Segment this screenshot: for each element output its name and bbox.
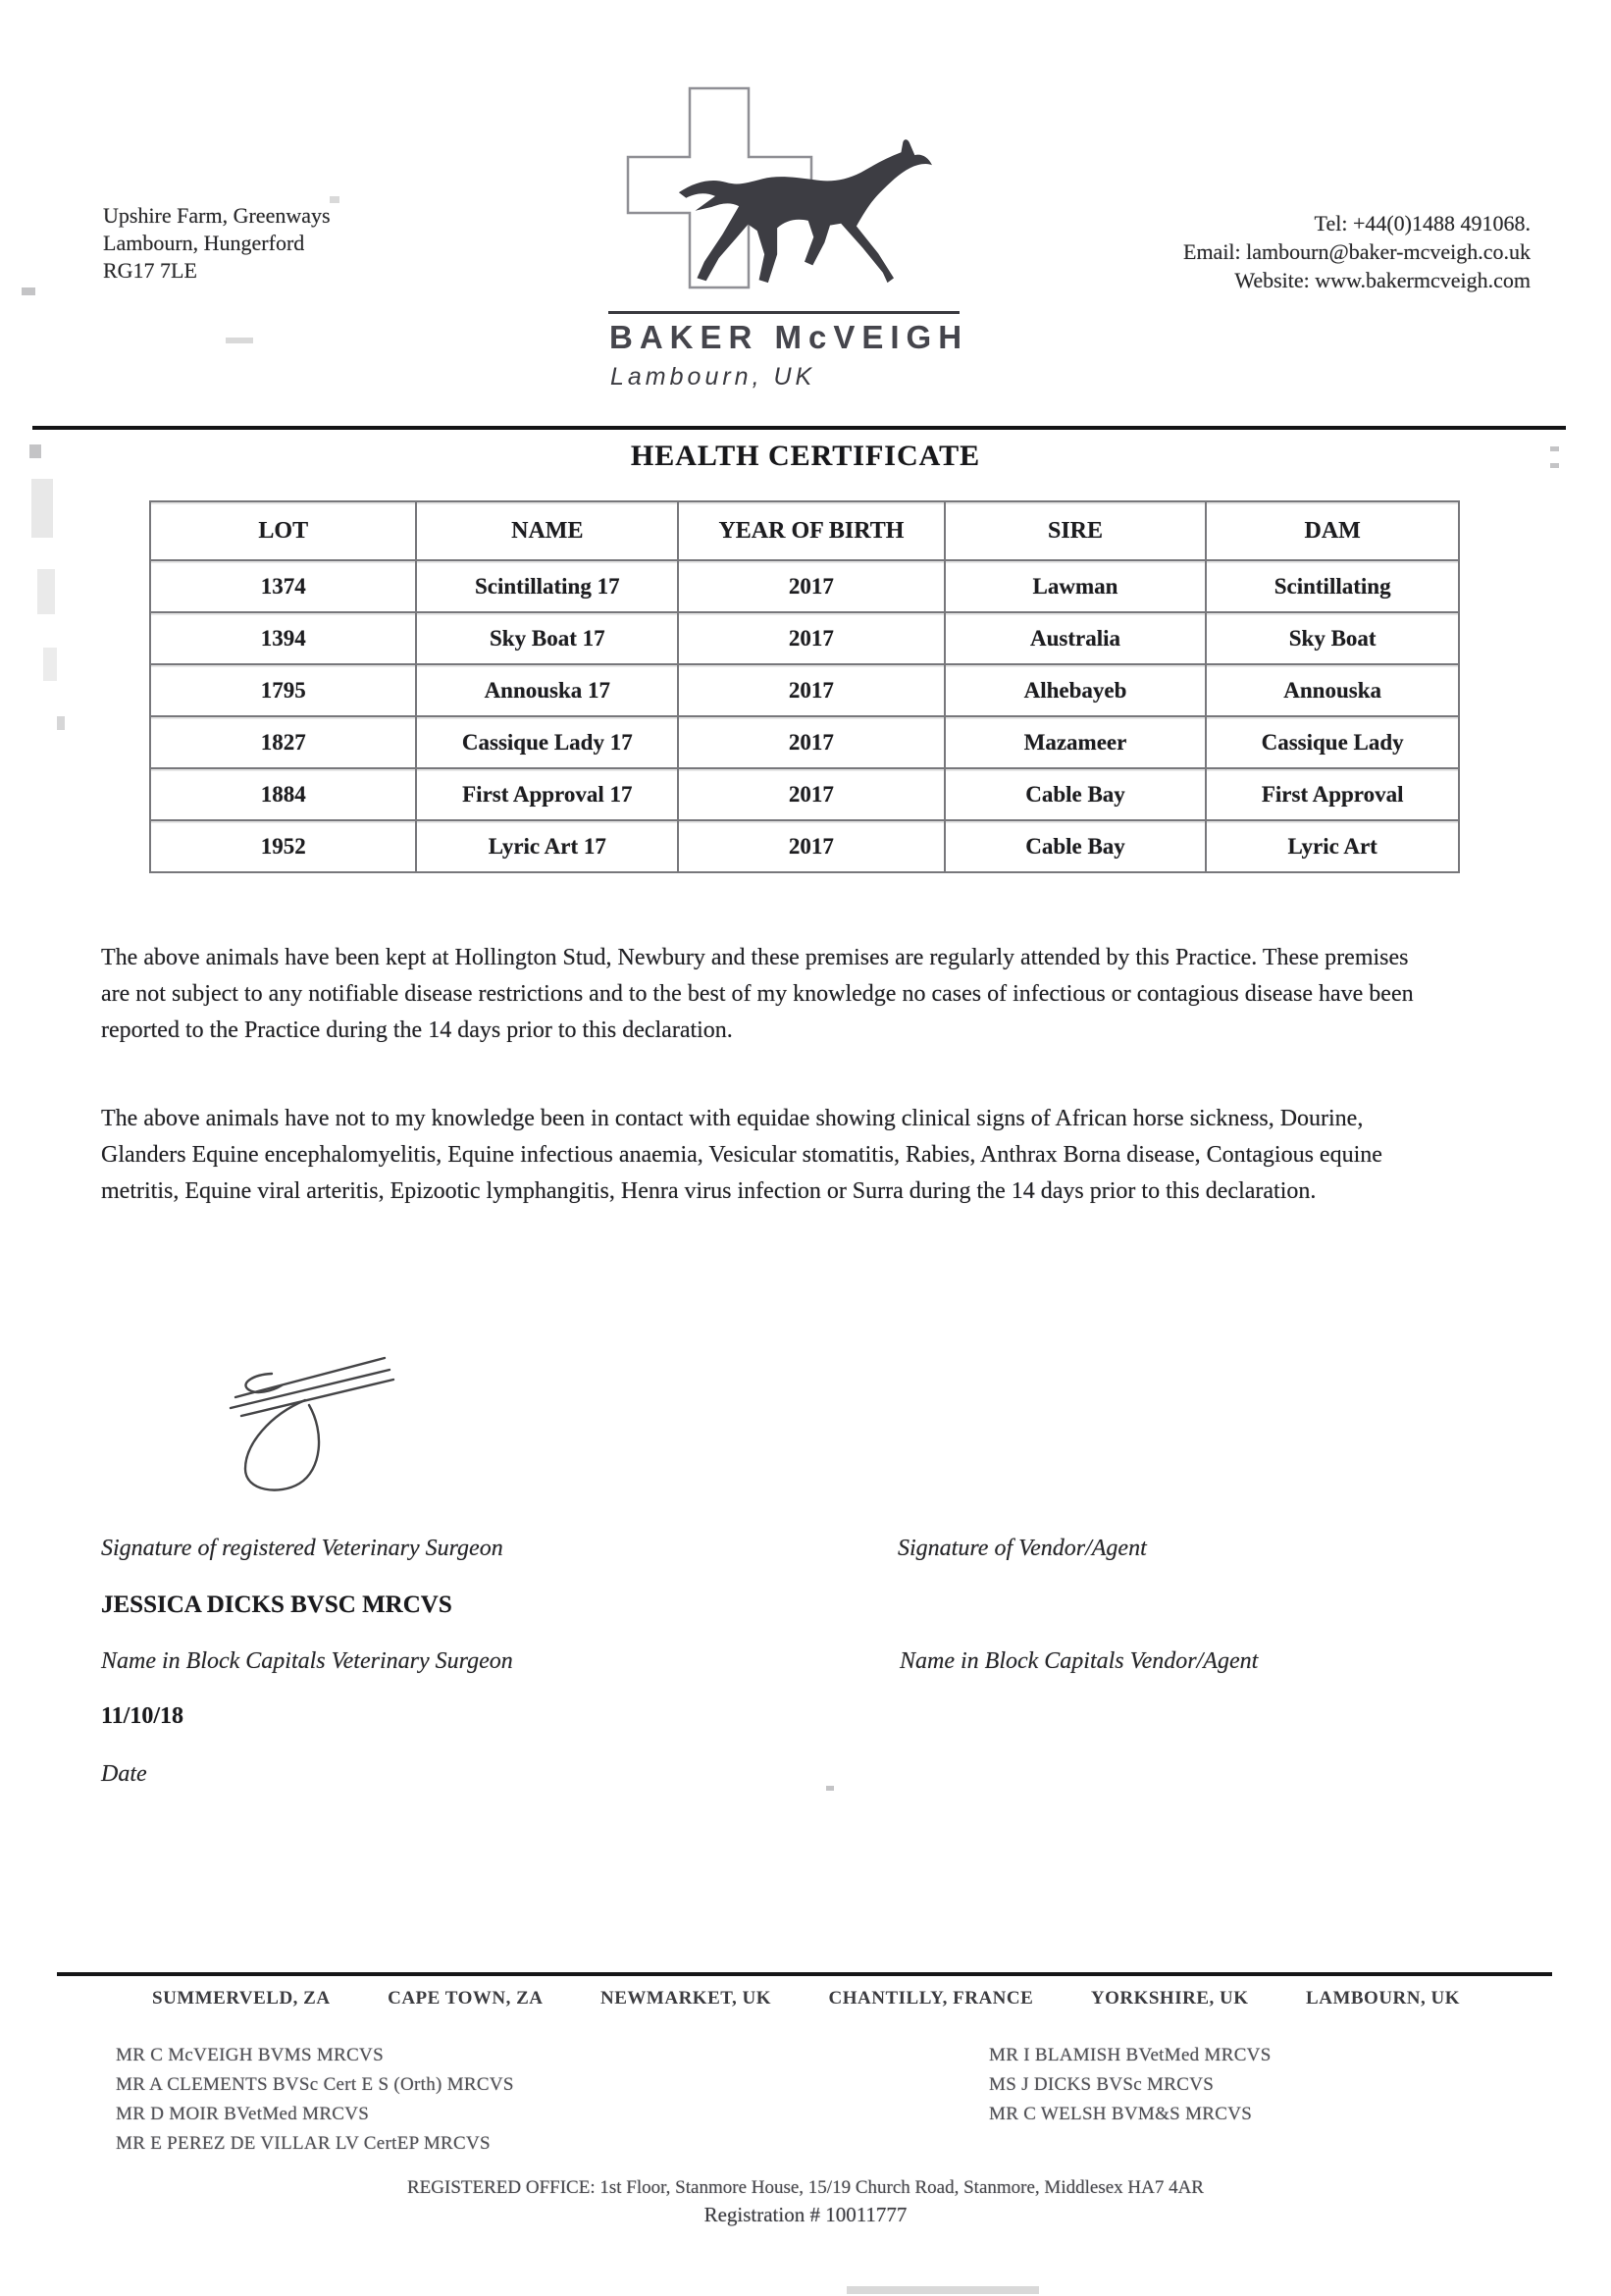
sender-address-line: Lambourn, Hungerford: [103, 231, 305, 255]
cell-lot: 1374: [150, 560, 416, 612]
vendor-signature-caption: Signature of Vendor/Agent: [898, 1536, 1147, 1561]
contact-block: [1183, 209, 1531, 294]
table-row: [150, 820, 1459, 872]
scan-artifact: [37, 569, 55, 614]
practice-location-item: LAMBOURN, UK: [1306, 1988, 1460, 2009]
cell-year-of-birth: 2017: [678, 560, 945, 612]
cell-lot: 1952: [150, 820, 416, 872]
cell-lot: 1827: [150, 716, 416, 768]
practice-location-item: SUMMERVELD, ZA: [152, 1988, 331, 2009]
vet-name: JESSICA DICKS BVSC MRCVS: [101, 1592, 452, 1618]
table-row: [150, 560, 1459, 612]
staff-member: MR A CLEMENTS BVSc Cert E S (Orth) MRCVS: [116, 2074, 514, 2095]
practice-location-item: CHANTILLY, FRANCE: [828, 1988, 1034, 2009]
cell-year-of-birth: 2017: [678, 768, 945, 820]
practice-location-item: NEWMARKET, UK: [600, 1988, 771, 2009]
table-row: [150, 664, 1459, 716]
vet-signature-scribble: [211, 1346, 407, 1498]
staff-list-left: [116, 2041, 514, 2159]
cell-year-of-birth: 2017: [678, 716, 945, 768]
registered-office: REGISTERED OFFICE: 1st Floor, Stanmore House, 15/19 Church Road, Stanmore, Middlesex HA7 4AR: [407, 2177, 1204, 2198]
scan-artifact: [226, 338, 253, 343]
scan-artifact: [1550, 446, 1559, 451]
table-row: [150, 768, 1459, 820]
scan-artifact: [826, 1786, 834, 1791]
scan-artifact: [43, 648, 57, 681]
cell-name: Cassique Lady 17: [416, 716, 678, 768]
vet-signature-caption: Signature of registered Veterinary Surgeon: [101, 1536, 503, 1561]
contact-email: Email: lambourn@baker-mcveigh.co.uk: [1183, 239, 1531, 264]
cell-name: Annouska 17: [416, 664, 678, 716]
cell-sire: Cable Bay: [945, 820, 1207, 872]
col-header-year-of-birth: YEAR OF BIRTH: [678, 501, 945, 560]
cell-name: Scintillating 17: [416, 560, 678, 612]
table-header-row: [150, 501, 1459, 560]
declaration-paragraph-premises: The above animals have been kept at Hollington Stud, Newbury and these premises are regularly attended by this Practice. These premises are not subject to any notifiable disease restrictions and to the best of my knowledge no cases of infectious or contagious disease have been reported to the Practice during the 14 days prior to this declaration.: [101, 945, 1414, 1043]
date-value: 11/10/18: [101, 1703, 184, 1729]
practice-location-item: YORKSHIRE, UK: [1090, 1988, 1249, 2009]
staff-list-right: [989, 2041, 1272, 2129]
scan-artifact: [57, 716, 65, 730]
galloping-horse-icon: [652, 118, 957, 309]
staff-member: MR C McVEIGH BVMS MRCVS: [116, 2045, 384, 2065]
sender-address-line: Upshire Farm, Greenways: [103, 203, 331, 228]
cell-name: First Approval 17: [416, 768, 678, 820]
cell-dam: Sky Boat: [1206, 612, 1459, 664]
cell-year-of-birth: 2017: [678, 820, 945, 872]
cell-lot: 1394: [150, 612, 416, 664]
cell-dam: Annouska: [1206, 664, 1459, 716]
cell-dam: Lyric Art: [1206, 820, 1459, 872]
practice-location-item: CAPE TOWN, ZA: [388, 1988, 544, 2009]
practice-location: Lambourn, UK: [610, 363, 816, 391]
staff-member: MR I BLAMISH BVetMed MRCVS: [989, 2045, 1272, 2065]
declaration-paragraph-diseases: The above animals have not to my knowledge been in contact with equidae showing clinical signs of African horse sickness, Dourine, Glanders Equine encephalomyelitis, Equine infectious anaemia, Vesicular stomatitis, Rabies, Anthrax Borna disease, Contagious equine metritis, Equine viral arteritis, Epizootic lymphangitis, Henra virus infection or Surra during the 14 days prior to this declaration.: [101, 1106, 1382, 1204]
scan-artifact: [22, 287, 35, 295]
sender-address: [103, 202, 331, 285]
title-divider: [32, 426, 1566, 430]
practice-name: BAKER McVEIGH: [609, 319, 969, 355]
scan-artifact: [330, 196, 339, 203]
cell-year-of-birth: 2017: [678, 664, 945, 716]
cell-dam: First Approval: [1206, 768, 1459, 820]
col-header-lot: LOT: [150, 501, 416, 560]
cell-name: Sky Boat 17: [416, 612, 678, 664]
vendor-name-caption: Name in Block Capitals Vendor/Agent: [900, 1648, 1259, 1674]
cell-name: Lyric Art 17: [416, 820, 678, 872]
footer-divider: [57, 1972, 1552, 1976]
horse-table: [149, 500, 1460, 873]
cell-lot: 1884: [150, 768, 416, 820]
staff-member: MS J DICKS BVSc MRCVS: [989, 2074, 1215, 2095]
cell-sire: Cable Bay: [945, 768, 1207, 820]
cell-sire: Alhebayeb: [945, 664, 1207, 716]
col-header-dam: DAM: [1206, 501, 1459, 560]
cell-dam: Cassique Lady: [1206, 716, 1459, 768]
cell-year-of-birth: 2017: [678, 612, 945, 664]
cell-dam: Scintillating: [1206, 560, 1459, 612]
logo-divider: [608, 311, 960, 314]
scan-artifact: [31, 479, 53, 538]
col-header-name: NAME: [416, 501, 678, 560]
contact-website: Website: www.bakermcveigh.com: [1234, 268, 1531, 292]
cell-sire: Mazameer: [945, 716, 1207, 768]
staff-member: MR E PEREZ DE VILLAR LV CertEP MRCVS: [116, 2133, 491, 2154]
col-header-sire: SIRE: [945, 501, 1207, 560]
scan-artifact: [29, 444, 41, 458]
contact-tel: Tel: +44(0)1488 491068.: [1314, 211, 1531, 235]
practice-logo: [603, 74, 1015, 412]
vet-name-caption: Name in Block Capitals Veterinary Surgeon: [101, 1648, 513, 1674]
table-row: [150, 716, 1459, 768]
cell-sire: Australia: [945, 612, 1207, 664]
staff-member: MR C WELSH BVM&S MRCVS: [989, 2104, 1253, 2124]
registration-number: Registration # 10011777: [703, 2203, 908, 2226]
scan-artifact: [847, 2286, 1039, 2294]
cell-lot: 1795: [150, 664, 416, 716]
cell-sire: Lawman: [945, 560, 1207, 612]
page-title: HEALTH CERTIFICATE: [630, 440, 981, 472]
sender-address-line: RG17 7LE: [103, 258, 197, 283]
date-caption: Date: [101, 1761, 147, 1787]
table-row: [150, 612, 1459, 664]
practice-locations: [152, 1988, 1460, 2009]
staff-member: MR D MOIR BVetMed MRCVS: [116, 2104, 370, 2124]
scan-artifact: [1550, 463, 1559, 468]
